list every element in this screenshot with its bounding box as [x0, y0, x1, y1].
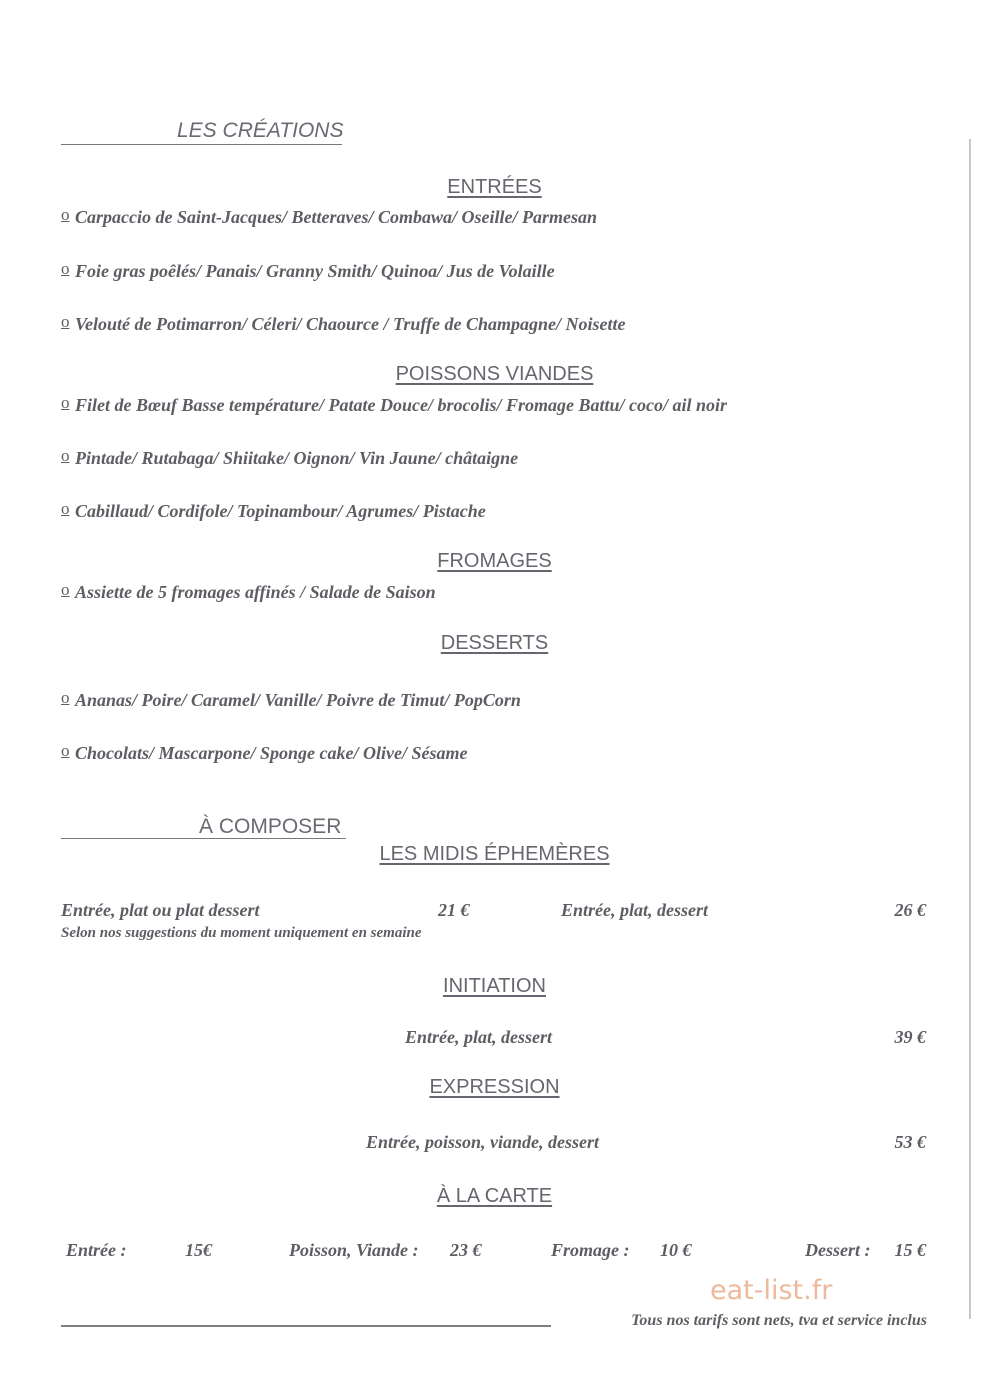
carte-entree-label: Entrée :	[66, 1240, 127, 1260]
section-rule-creations	[61, 144, 342, 145]
category-title-initiation: INITIATION	[443, 975, 546, 997]
formula-price: 21 €	[438, 900, 470, 920]
bullet-icon: o	[61, 741, 70, 760]
carte-entree-price: 15€	[185, 1240, 212, 1260]
category-title-fromages: FROMAGES	[437, 550, 552, 572]
bullet-icon: o	[61, 446, 70, 465]
menu-item: o Assiette de 5 fromages affinés / Salade de Saison	[61, 580, 436, 602]
bullet-icon: o	[61, 580, 70, 599]
formula-price: 53 €	[894, 1132, 926, 1152]
carte-dessert-price: 15 €	[894, 1240, 926, 1260]
menu-item: o Filet de Bœuf Basse température/ Patate Douce/ brocolis/ Fromage Battu/ coco/ ail noir	[61, 393, 727, 415]
watermark-logo: eat-list.fr	[710, 1275, 833, 1306]
carte-poisson-price: 23 €	[450, 1240, 482, 1260]
midis-note: Selon nos suggestions du moment uniquement en semaine	[61, 925, 422, 941]
formula-label: Entrée, poisson, viande, dessert	[366, 1132, 600, 1152]
right-margin-rule	[969, 139, 971, 1319]
bullet-icon: o	[61, 393, 70, 412]
menu-item: o Cabillaud/ Cordifole/ Topinambour/ Agrumes/ Pistache	[61, 499, 486, 521]
carte-dessert-label: Dessert :	[805, 1240, 871, 1260]
category-title-expression: EXPRESSION	[429, 1076, 560, 1098]
menu-item: o Carpaccio de Saint-Jacques/ Betteraves/ Combawa/ Oseille/ Parmesan	[61, 205, 597, 227]
footer-rule	[61, 1325, 551, 1327]
category-title-midis: LES MIDIS ÉPHEMÈRES	[379, 843, 610, 865]
carte-fromage-price: 10 €	[660, 1240, 692, 1260]
bullet-icon: o	[61, 259, 70, 278]
category-title-carte: À LA CARTE	[436, 1185, 553, 1207]
footer-note: Tous nos tarifs sont nets, tva et service inclus	[631, 1312, 927, 1329]
menu-item: o Velouté de Potimarron/ Céleri/ Chaource / Truffe de Champagne/ Noisette	[61, 312, 626, 334]
formula-label: Entrée, plat, dessert	[405, 1027, 552, 1047]
menu-item: o Chocolats/ Mascarpone/ Sponge cake/ Olive/ Sésame	[61, 741, 468, 763]
bullet-icon: o	[61, 688, 70, 707]
carte-poisson-label: Poisson, Viande :	[289, 1240, 419, 1260]
menu-item: o Pintade/ Rutabaga/ Shiitake/ Oignon/ Vin Jaune/ châtaigne	[61, 446, 519, 468]
bullet-icon: o	[61, 312, 70, 331]
formula-label: Entrée, plat, dessert	[561, 900, 708, 920]
bullet-icon: o	[61, 205, 70, 224]
menu-item: o Ananas/ Poire/ Caramel/ Vanille/ Poivre de Timut/ PopCorn	[61, 688, 521, 710]
category-title-entrees: ENTRÉES	[447, 176, 542, 198]
category-title-desserts: DESSERTS	[440, 632, 549, 654]
category-title-poissons-viandes: POISSONS VIANDES	[395, 363, 594, 385]
section-title-creations: LES CRÉATIONS	[177, 119, 344, 142]
formula-price: 39 €	[894, 1027, 926, 1047]
formula-label: Entrée, plat ou plat dessert	[61, 900, 260, 920]
bullet-icon: o	[61, 499, 70, 518]
formula-price: 26 €	[894, 900, 926, 920]
menu-item: o Foie gras poêlés/ Panais/ Granny Smith/ Quinoa/ Jus de Volaille	[61, 259, 555, 281]
carte-fromage-label: Fromage :	[551, 1240, 630, 1260]
section-title-composer: À COMPOSER	[199, 815, 342, 838]
